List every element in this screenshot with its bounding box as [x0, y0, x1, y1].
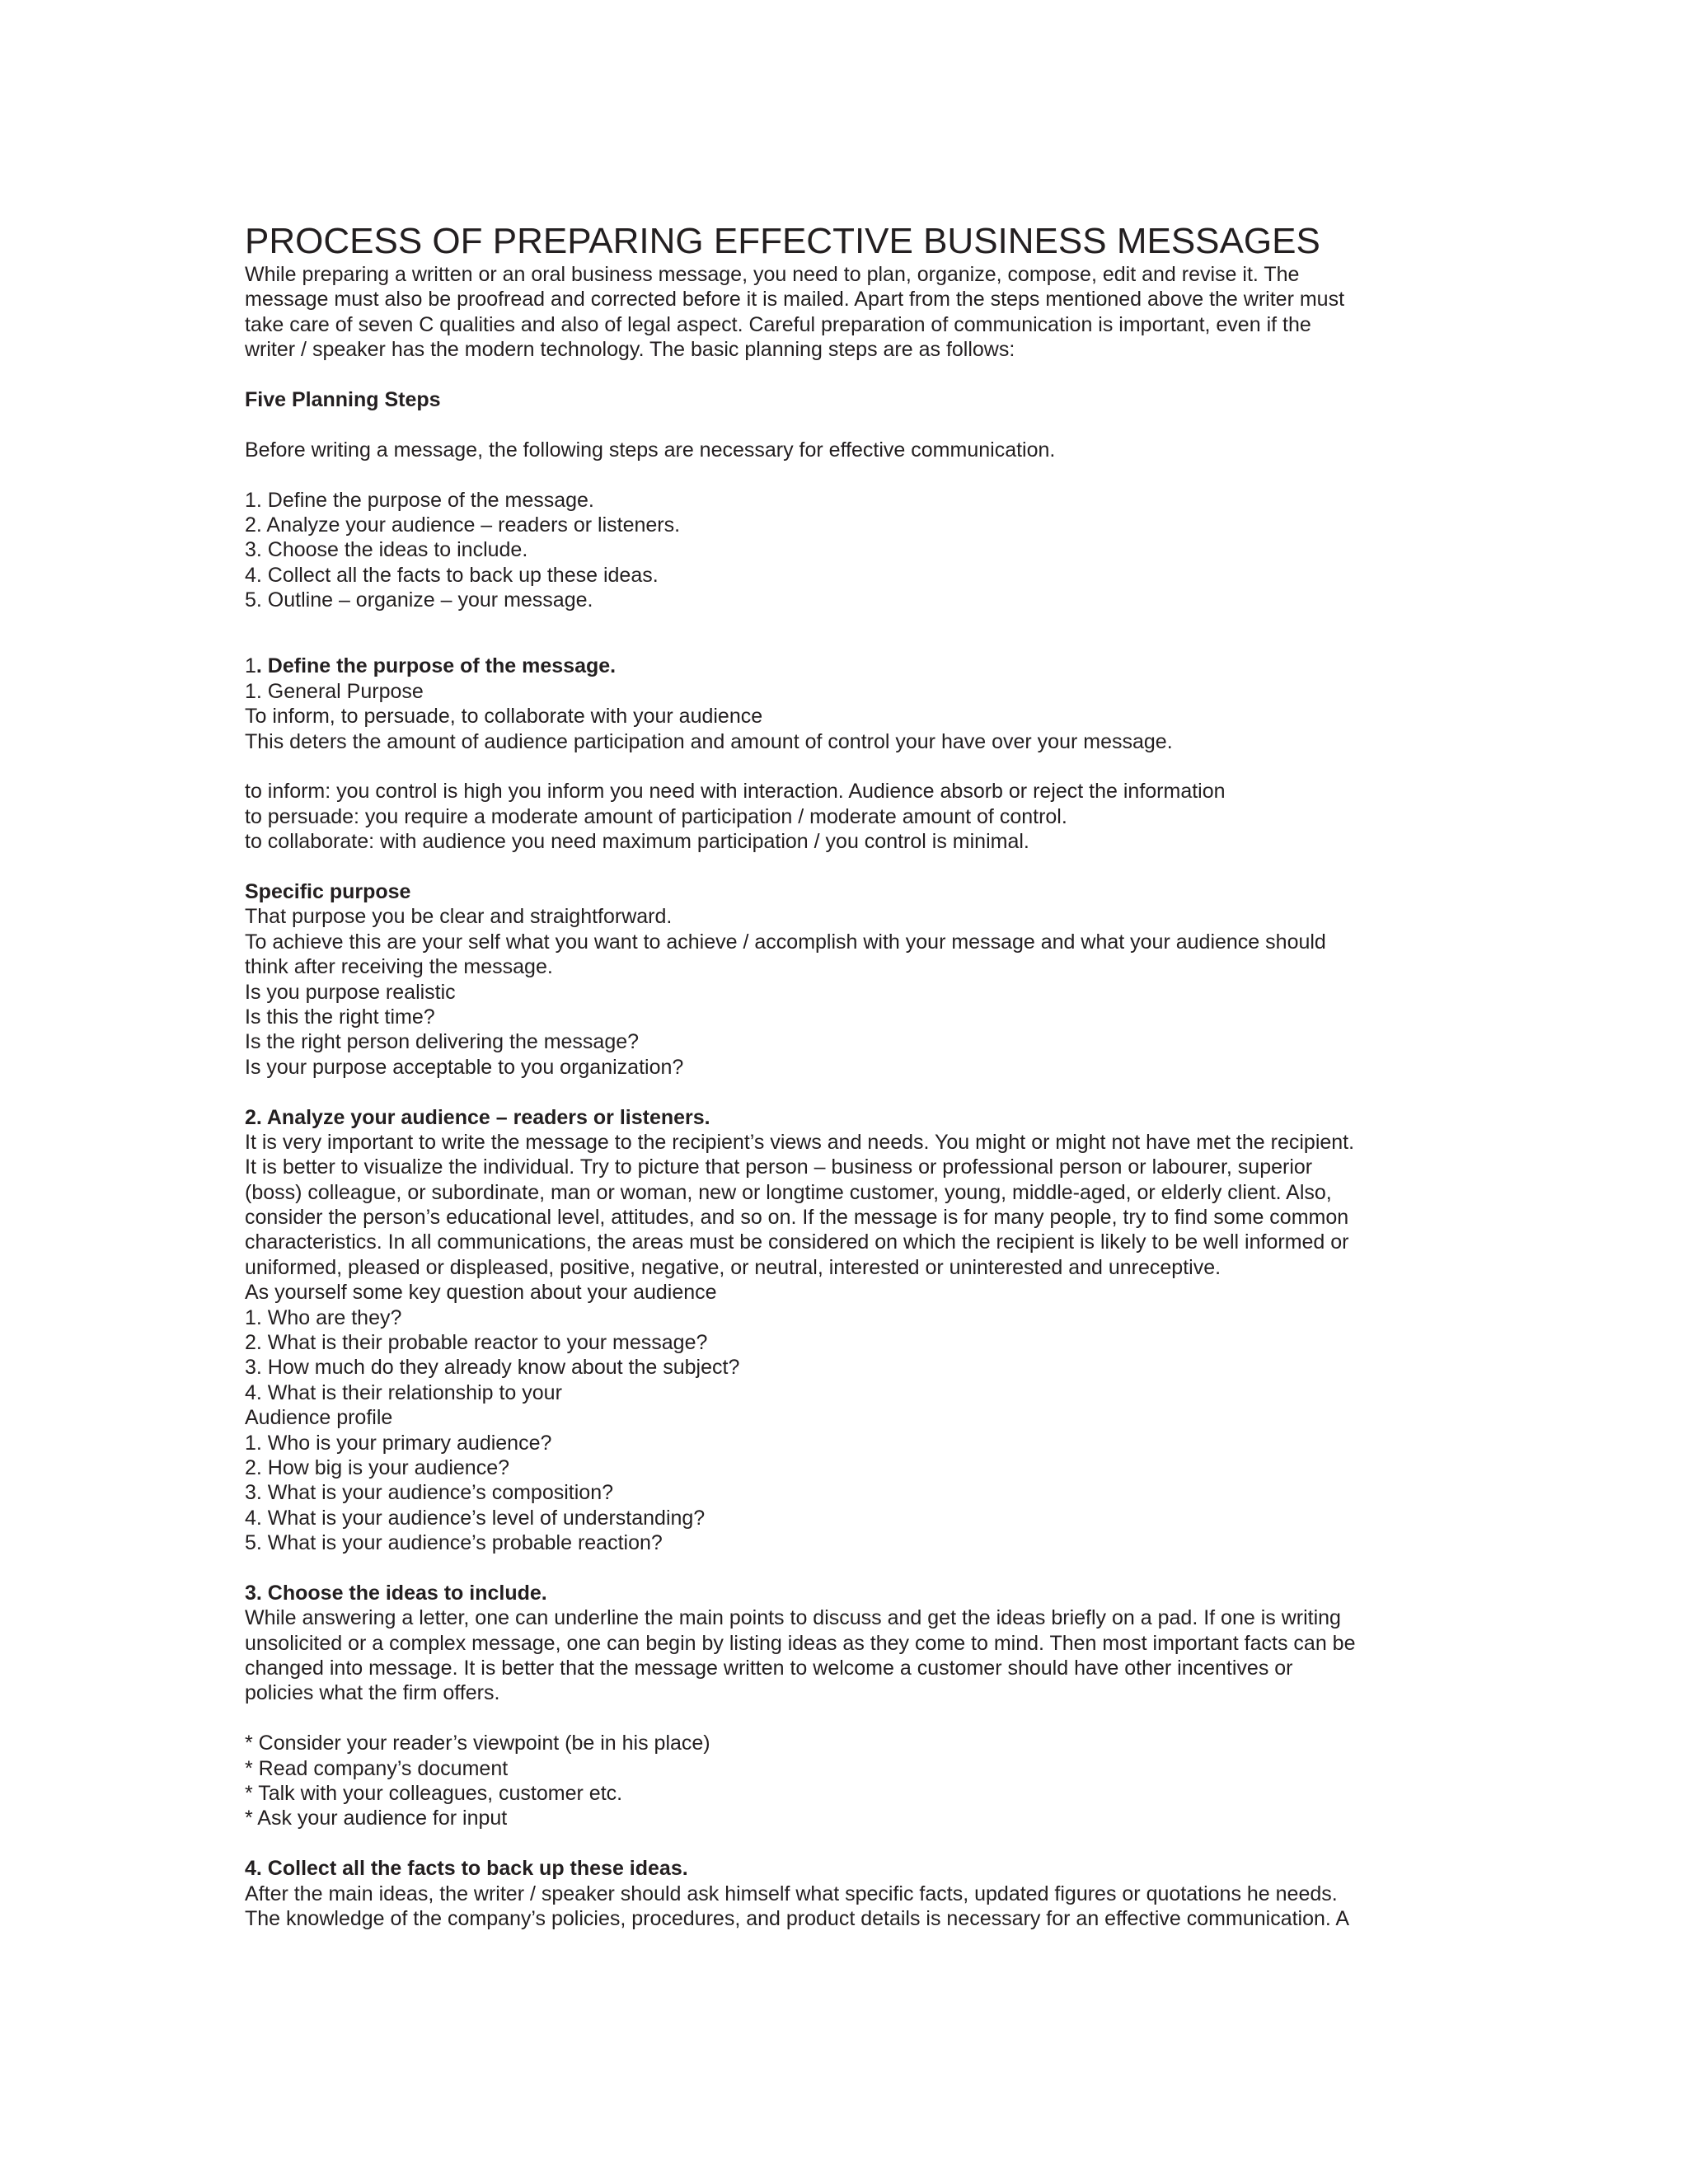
text-line: changed into message. It is better that the message written to welcome a customer should have other incentives or: [245, 1657, 1293, 1680]
section-heading: 4. Collect all the facts to back up these ideas.: [245, 1857, 688, 1881]
text-line: While preparing a written or an oral business message, you need to plan, organize, compose, edit and revise it. The: [245, 263, 1300, 286]
list-item: 3. Choose the ideas to include.: [245, 538, 528, 562]
list-item: 4. Collect all the facts to back up these ideas.: [245, 563, 659, 587]
text-line: Is you purpose realistic: [245, 980, 456, 1004]
list-item: 2. Analyze your audience – readers or listeners.: [245, 513, 681, 537]
section-heading-number: 1: [245, 654, 256, 678]
section-heading: [245, 654, 1465, 678]
list-item: 1. Who are they?: [245, 1305, 402, 1329]
bullet-item: * Ask your audience for input: [245, 1807, 508, 1830]
intro-paragraph: [245, 262, 1465, 363]
list-item: 5. Outline – organize – your message.: [245, 588, 593, 612]
text-line: That purpose you be clear and straightforward.: [245, 905, 673, 929]
section-heading: 2. Analyze your audience – readers or listeners.: [245, 1105, 710, 1129]
text-line: take care of seven C qualities and also of legal aspect. Careful preparation of communication is important, even if the: [245, 312, 1311, 336]
section-analyze-audience: [245, 1105, 1465, 1556]
list-item: 4. What is their relationship to your: [245, 1380, 562, 1404]
list-item: 2. What is their probable reactor to your message?: [245, 1331, 708, 1355]
text-line: think after receiving the message.: [245, 955, 553, 979]
text-line: This deters the amount of audience participation and amount of control your have over your message.: [245, 729, 1173, 753]
text-line: It is better to visualize the individual. Try to picture that person – business or professional person or labourer, superior: [245, 1155, 1313, 1179]
document-page: [245, 221, 1465, 1931]
text-line: As yourself some key question about your audience: [245, 1281, 717, 1305]
text-line: Is the right person delivering the message?: [245, 1030, 640, 1054]
section-heading-text: . Define the purpose of the message.: [256, 654, 617, 678]
text-line: writer / speaker has the modern technology. The basic planning steps are as follows:: [245, 338, 1015, 362]
bullet-item: * Talk with your colleagues, customer etc.: [245, 1782, 623, 1806]
text-line: Is this the right time?: [245, 1005, 435, 1029]
text-line: to inform: you control is high you inform you need with interaction. Audience absorb or reject the information: [245, 780, 1226, 804]
list-item: 1. Who is your primary audience?: [245, 1431, 552, 1455]
five-steps-list: [245, 488, 1465, 613]
section-choose-ideas: [245, 1581, 1465, 1831]
text-line: to collaborate: with audience you need maximum participation / you control is minimal.: [245, 830, 1029, 854]
text-line: 1. General Purpose: [245, 679, 424, 703]
five-steps-heading: Five Planning Steps: [245, 387, 441, 411]
text-line: It is very important to write the message to the recipient’s views and needs. You might or might not have met the recipient.: [245, 1130, 1355, 1154]
text-line: unsolicited or a complex message, one can begin by listing ideas as they come to mind. Then most important facts can be: [245, 1631, 1356, 1655]
text-line: After the main ideas, the writer / speaker should ask himself what specific facts, updated figures or quotations he needs.: [245, 1882, 1338, 1905]
list-item: 4. What is your audience’s level of understanding?: [245, 1506, 706, 1530]
list-item: 3. What is your audience’s composition?: [245, 1481, 613, 1505]
specific-purpose-heading: Specific purpose: [245, 879, 411, 903]
text-line: Audience profile: [245, 1406, 393, 1430]
list-item: 3. How much do they already know about the subject?: [245, 1356, 740, 1380]
page-title: PROCESS OF PREPARING EFFECTIVE BUSINESS MESSAGES: [245, 221, 1320, 261]
section-collect-facts: [245, 1856, 1465, 1931]
text-line: (boss) colleague, or subordinate, man or woman, new or longtime customer, young, middle-aged, or elderly client. Also,: [245, 1180, 1332, 1204]
text-line: message must also be proofread and corrected before it is mailed. Apart from the steps mentioned above the writer must: [245, 288, 1345, 312]
list-item: 2. How big is your audience?: [245, 1455, 510, 1479]
list-item: 1. Define the purpose of the message.: [245, 488, 594, 512]
section-define-purpose: [245, 654, 1465, 1080]
five-steps-lead: Before writing a message, the following steps are necessary for effective communication.: [245, 438, 1056, 462]
text-line: To inform, to persuade, to collaborate with your audience: [245, 705, 763, 729]
text-line: consider the person’s educational level, attitudes, and so on. If the message is for many people, try to find some common: [245, 1206, 1349, 1230]
bullet-item: * Read company’s document: [245, 1756, 509, 1780]
list-item: 5. What is your audience’s probable reaction?: [245, 1531, 663, 1555]
section-heading: 3. Choose the ideas to include.: [245, 1581, 547, 1605]
text-line: Is your purpose acceptable to you organization?: [245, 1055, 684, 1079]
text-line: The knowledge of the company’s policies, procedures, and product details is necessary for an effective communication. A: [245, 1907, 1350, 1930]
text-line: uniformed, pleased or displeased, positive, negative, or neutral, interested or uninterested and unreceptive.: [245, 1255, 1221, 1279]
text-line: While answering a letter, one can underline the main points to discuss and get the ideas briefly on a pad. If one is writing: [245, 1606, 1341, 1630]
text-line: policies what the firm offers.: [245, 1681, 500, 1705]
text-line: characteristics. In all communications, the areas must be considered on which the recipient is likely to be well informed or: [245, 1230, 1349, 1254]
text-line: to persuade: you require a moderate amount of participation / moderate amount of control.: [245, 804, 1067, 828]
bullet-item: * Consider your reader’s viewpoint (be in his place): [245, 1732, 710, 1755]
text-line: To achieve this are your self what you want to achieve / accomplish with your message and what your audience should: [245, 930, 1326, 954]
